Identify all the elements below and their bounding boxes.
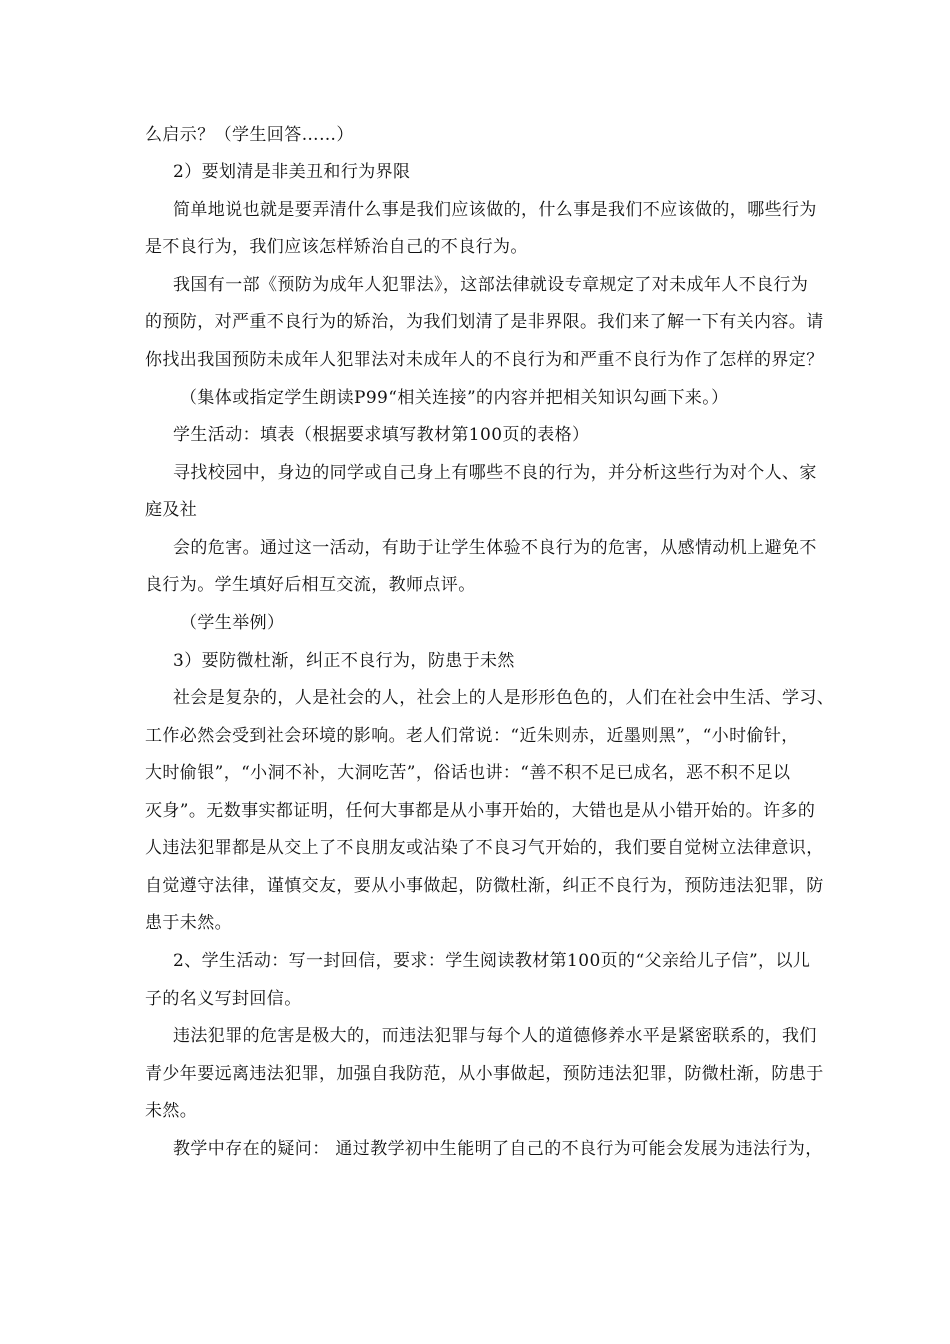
- text-line: 是不良行为，我们应该怎样矫治自己的不良行为。: [145, 237, 528, 257]
- text-line: （学生举例）: [180, 613, 285, 633]
- text-line: 良行为。学生填好后相互交流，教师点评。: [145, 575, 476, 595]
- text-line: 患于未然。: [145, 913, 232, 933]
- text-line: 大时偷银”，“小洞不补，大洞吃苦”，俗话也讲：“善不积不足已成名，恶不积不足以: [145, 763, 791, 783]
- text-line: 么启示？（学生回答……）: [145, 125, 354, 145]
- text-line: 灭身”。无数事实都证明，任何大事都是从小事开始的，大错也是从小错开始的。许多的: [145, 801, 816, 821]
- text-line: 社会是复杂的，人是社会的人，社会上的人是形形色色的，人们在社会中生活、学习、: [173, 688, 835, 708]
- text-line: 教学中存在的疑问： 通过教学初中生能明了自己的不良行为可能会发展为违法行为，: [173, 1139, 823, 1159]
- text-line: 会的危害。通过这一活动，有助于让学生体验不良行为的危害，从感情动机上避免不: [173, 538, 817, 558]
- text-line: 2、学生活动：写一封回信，要求：学生阅读教材第100页的“父亲给儿子信”，以儿: [173, 951, 811, 971]
- text-line: 你找出我国预防未成年人犯罪法对未成年人的不良行为和严重不良行为作了怎样的界定？: [145, 350, 824, 370]
- text-line: 违法犯罪的危害是极大的，而违法犯罪与每个人的道德修养水平是紧密联系的，我们: [173, 1026, 817, 1046]
- text-line: 寻找校园中，身边的同学或自己身上有哪些不良的行为，并分析这些行为对个人、家: [173, 463, 817, 483]
- text-line: 我国有一部《预防为成年人犯罪法》，这部法律就设专章规定了对未成年人不良行为: [173, 275, 809, 295]
- text-line: 庭及社: [145, 500, 198, 520]
- text-line: 的预防，对严重不良行为的矫治，为我们划清了是非界限。我们来了解一下有关内容。请: [145, 312, 824, 332]
- text-line: （集体或指定学生朗读P99“相关连接”的内容并把相关知识勾画下来。）: [180, 388, 729, 408]
- text-line: 人违法犯罪都是从交上了不良朋友或沾染了不良习气开始的，我们要自觉树立法律意识，: [145, 838, 824, 858]
- text-line: 工作必然会受到社会环境的影响。老人们常说：“近朱则赤，近墨则黑”，“小时偷针，: [145, 726, 799, 746]
- section-heading-3: 3）要防微杜渐，纠正不良行为，防患于未然: [173, 651, 515, 671]
- text-line: 学生活动：填表（根据要求填写教材第100页的表格）: [173, 425, 590, 445]
- text-line: 自觉遵守法律，谨慎交友，要从小事做起，防微杜渐，纠正不良行为，预防违法犯罪，防: [145, 876, 824, 896]
- text-line: 简单地说也就是要弄清什么事是我们应该做的，什么事是我们不应该做的，哪些行为: [173, 200, 817, 220]
- text-line: 子的名义写封回信。: [145, 989, 302, 1009]
- text-line: 未然。: [145, 1101, 198, 1121]
- text-line: 青少年要远离违法犯罪，加强自我防范，从小事做起，预防违法犯罪，防微杜渐，防患于: [145, 1064, 824, 1084]
- section-heading-2: 2）要划清是非美丑和行为界限: [173, 162, 411, 182]
